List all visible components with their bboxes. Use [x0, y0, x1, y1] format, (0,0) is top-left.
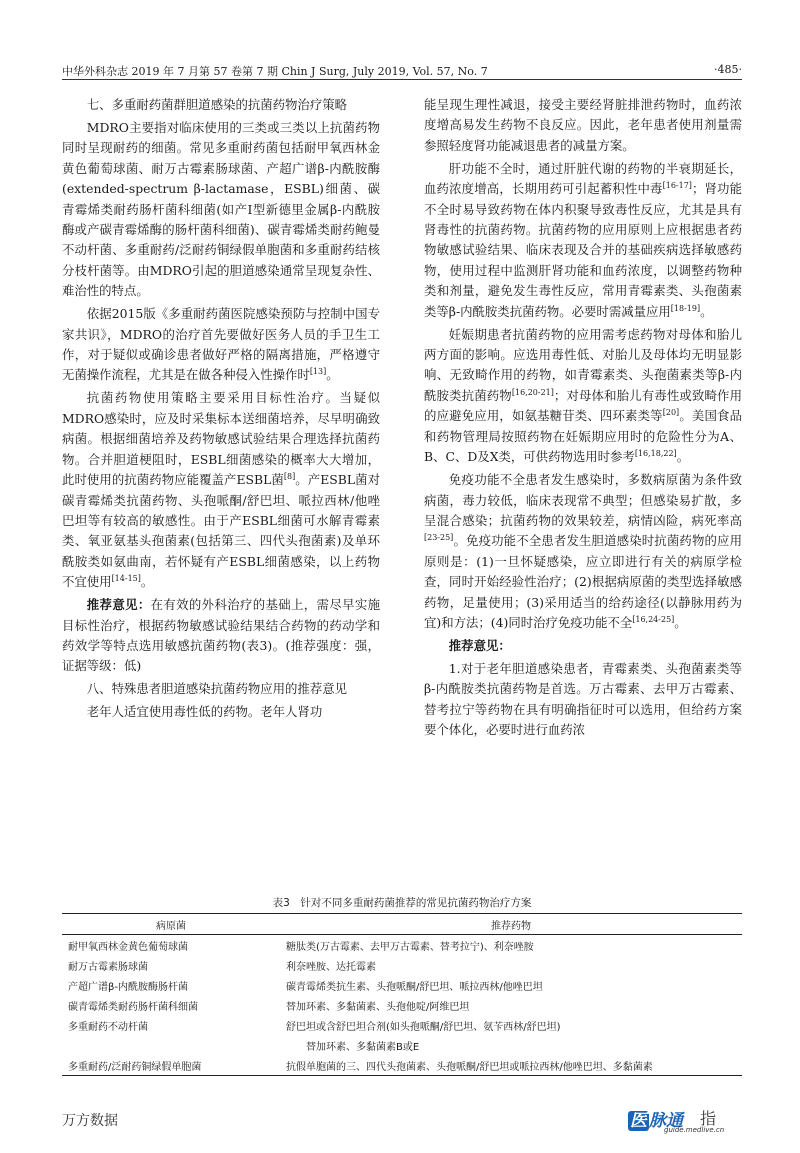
table-caption: 表3 针对不同多重耐药菌推荐的常见抗菌药物治疗方案	[272, 897, 532, 909]
citation[interactable]: [13]	[309, 367, 327, 377]
table-row	[62, 955, 742, 975]
pathogen-cell: 产超广谱β-内酰胺酶肠杆菌	[68, 981, 188, 993]
header-rule	[62, 79, 742, 80]
pathogen-cell	[62, 1035, 280, 1055]
medlive-logo[interactable]	[628, 1106, 746, 1138]
pathogen-cell: 多重耐药/泛耐药铜绿假单胞菌	[62, 1055, 280, 1076]
citation[interactable]: [20]	[662, 408, 680, 418]
citation[interactable]: [16-17]	[662, 181, 692, 191]
table-row	[62, 935, 742, 956]
paragraph: 1.对于老年胆道感染患者，青霉素类、头孢菌素类等β-内酰胺类抗菌药物是首选。万古霉素、去甲万古霉素、替考拉宁等药物在具有明确指征时可以选用，但给药方案要个体化，必要时进行血药浓	[424, 660, 742, 738]
paragraph: 能呈现生理性减退，接受主要经肾脏排泄药物时，血药浓度增高易发生药物不良反应。因此，老年患者使用剂量需参照轻度肾功能减退患者的减量方案。	[424, 97, 742, 153]
pathogen-cell: 耐甲氧西林金黄色葡萄球菌	[68, 941, 188, 953]
source-watermark: 万方数据	[62, 1113, 118, 1129]
citation[interactable]: [16,20-21]	[511, 387, 554, 397]
drug-cell: 碳青霉烯类抗生素、头孢哌酮/舒巴坦、哌拉西林/他唑巴坦	[286, 981, 543, 993]
drug-cell: 利奈唑胺、达托霉素	[286, 961, 376, 973]
table-row	[62, 1055, 742, 1076]
logo-mark: 医 脉通	[630, 1111, 683, 1131]
table-row	[62, 975, 742, 995]
paragraph: 依据2015版《多重耐药菌医院感染预防与控制中国专家共识》，MDRO的治疗首先要做好医务人员的手卫生工作，对于疑似或确诊患者做好严格的隔离措施，严格遵守无菌操作流程，尤其是在做各种侵入性操作时[13]。	[62, 306, 380, 383]
logo-suffix: 指	[700, 1109, 717, 1128]
pathogen-cell: 耐万古霉素肠球菌	[68, 961, 148, 973]
recommendation-heading: 推荐意见：	[448, 637, 511, 653]
drug-cell: 抗假单胞菌的三、四代头孢菌素、头孢哌酮/舒巴坦或哌拉西林/他唑巴坦、多黏菌素	[280, 1055, 742, 1076]
table-row	[62, 1035, 742, 1055]
drug-cell: 替加环素、多黏菌素、头孢他啶/阿维巴坦	[286, 1001, 470, 1013]
right-column	[424, 95, 742, 743]
running-header	[62, 60, 742, 80]
table-row	[62, 995, 742, 1015]
journal-citation: 中华外科杂志 2019 年 7 月第 57 卷第 7 期 Chin J Surg, July 2019, Vol. 57, No. 7	[62, 65, 488, 78]
pathogen-cell: 多重耐药不动杆菌	[68, 1021, 148, 1033]
table-header-row	[62, 914, 742, 935]
pathogen-cell: 碳青霉烯类耐药肠杆菌科细菌	[68, 1001, 198, 1013]
paragraph: 抗菌药物使用策略主要采用目标性治疗。当疑似MDRO感染时，应及时采集标本送细菌培养，尽早明确致病菌。根据细菌培养及药物敏感试验结果合理选择抗菌药物。合并胆道梗阻时，ESBL细菌感染的概率大大增加，此时使用的抗菌药物应能覆盖产ESBL菌[8]。产ESBL菌对碳青霉烯类抗菌药物、头孢哌酮/舒巴坦、哌拉西林/他唑巴坦等有较高的敏感性。由于产ESBL细菌可水解青霉素类、氧亚氨基头孢菌素(包括第三、四代头孢菌素)及单环酰胺类如氨曲南，若怀疑有产ESBL细菌感染，以上药物不宜使用[14-15]。	[62, 390, 380, 590]
paragraph: MDRO主要指对临床使用的三类或三类以上抗菌药物同时呈现耐药的细菌。常见多重耐药菌包括耐甲氧西林金黄色葡萄球菌、耐万古霉素肠球菌、产超广谱β-内酰胺酶(extended-spectrum β-lactamase，ESBL)细菌、碳青霉烯类耐药肠杆菌科细菌(如产Ⅰ型新德里金属β-内酰胺酶或产碳青霉烯酶的肠杆菌科细菌)、碳青霉烯类耐药鲍曼不动杆菌、多重耐药/泛耐药铜绿假单胞菌和多重耐药结核分枝杆菌等。由MDRO引起的胆道感染通常呈现复杂性、难治性的特点。	[62, 120, 380, 299]
column-header-drugs: 推荐药物	[280, 914, 742, 935]
paragraph: 老年人适宜使用毒性低的药物。老年人肾功	[86, 704, 323, 720]
citation[interactable]: [16,18,22]	[634, 448, 677, 458]
citation[interactable]: [23-25]	[424, 533, 454, 543]
left-column	[62, 95, 380, 725]
logo-url: guide.medlive.cn	[664, 1126, 725, 1134]
drug-cell: 舒巴坦或含舒巴坦合剂(如头孢哌酮/舒巴坦、氨苄西林/舒巴坦)	[286, 1021, 561, 1033]
recommendation: 推荐意见：在有效的外科治疗的基础上，需尽早实施目标性治疗，根据药物敏感试验结果结合药物的药动学和药效学等特点选用敏感抗菌药物(表3)。(推荐强度：强，证据等级：低)	[62, 597, 381, 674]
table-row	[62, 1015, 742, 1035]
citation[interactable]: [14-15]	[111, 574, 141, 583]
paragraph: 肝功能不全时，通过肝脏代谢的药物的半衰期延长，血药浓度增高，长期用药可引起蓄积性中毒[16-17]；肾功能不全时易导致药物在体内积聚导致毒性反应，尤其是具有肾毒性的抗菌药物。抗菌药物的应用原则上应根据患者药物敏感试验结果、临床表现及合并的基础疾病选择敏感药物，使用过程中监测肝肾功能和血药浓度，以调整药物种类和剂量，避免发生毒性反应，常用青霉素类、头孢菌素类等β-内酰胺类抗菌药物。必要时需减量应用[18-19]。	[424, 160, 743, 319]
paragraph: 妊娠期患者抗菌药物的应用需考虑药物对母体和胎儿两方面的影响。应选用毒性低、对胎儿及母体均无明显影响、无致畸作用的药物，如青霉素类、头孢菌素类等β-内酰胺类抗菌药物[16,20-21]；对母体和胎儿有毒性或致畸作用的应避免应用，如氨基糖苷类、四环素类等[20]。美国食品和药物管理局按照药物在妊娠期应用时的危险性分为A、B、C、D及X类，可供药物选用时参考[16,18,22]。	[424, 326, 743, 465]
paragraph: 免疫功能不全患者发生感染时，多数病原菌为条件致病菌，毒力较低，临床表现常不典型；但感染易扩散，多呈混合感染；抗菌药物的效果较差，病情凶险，病死率高[23-25]。免疫功能不全患者发生胆道感染时抗菌药物的应用原则是：(1)一旦怀疑感染，应立即进行有关的病原学检查，同时开始经验性治疗；(2)根据病原菌的类型选择敏感药物，足量使用；(3)采用适当的给药途径(以静脉用药为宜)和方法；(4)同时治疗免疫功能不全[16,24-25]。	[424, 472, 742, 630]
section-8-heading: 八、特殊患者胆道感染抗菌药物应用的推荐意见	[86, 681, 347, 697]
table-3	[62, 893, 742, 1076]
citation[interactable]: [16,24-25]	[632, 614, 675, 624]
drug-table	[62, 913, 742, 1076]
citation[interactable]: [8]	[283, 471, 296, 481]
column-header-pathogen: 病原菌	[62, 914, 280, 935]
section-7-heading: 七、多重耐药菌群胆道感染的抗菌药物治疗策略	[86, 97, 347, 112]
page-number: ·485·	[714, 63, 742, 76]
drug-cell: 糖肽类(万古霉素、去甲万古霉素、替考拉宁)、利奈唑胺	[286, 941, 534, 953]
citation[interactable]: [18-19]	[670, 303, 701, 313]
drug-cell: 替加环素、多黏菌素B或E	[306, 1041, 420, 1053]
